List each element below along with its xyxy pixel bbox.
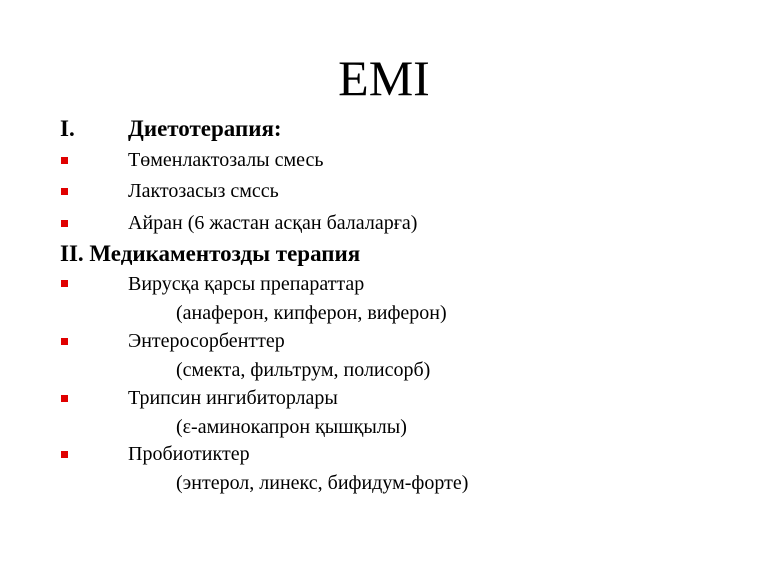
list-item-text: Айран (6 жастан асқан балаларға)	[128, 212, 418, 234]
section-1-heading: Диетотерапия:	[128, 116, 282, 141]
list-item-text: Пробиотиктер	[128, 443, 250, 465]
bullet-icon	[61, 395, 68, 402]
list-item-text: Трипсин ингибиторлары	[128, 387, 338, 409]
bullet-icon	[61, 188, 68, 195]
list-item-text: Энтеросорбенттер	[128, 330, 285, 352]
list-item-text: Лактозасыз смссь	[128, 180, 279, 202]
bullet-icon	[61, 220, 68, 227]
bullet-icon	[61, 451, 68, 458]
list-item-subtext: (энтерол, линекс, бифидум-форте)	[176, 472, 469, 494]
section-2-heading: II. Медикаментозды терапия	[60, 241, 361, 266]
section-1-number: I.	[60, 116, 75, 141]
bullet-icon	[61, 157, 68, 164]
list-item-subtext: (ε-аминокапрон қышқылы)	[176, 416, 407, 438]
list-item-text: Төменлактозалы смесь	[128, 149, 324, 171]
slide-title: ЕМІ	[338, 50, 430, 106]
list-item-subtext: (смекта, фильтрум, полисорб)	[176, 359, 431, 381]
list-item-text: Вирусқа қарсы препараттар	[128, 273, 365, 295]
bullet-icon	[61, 280, 68, 287]
list-item-subtext: (анаферон, кипферон, виферон)	[176, 302, 447, 324]
bullet-icon	[61, 338, 68, 345]
